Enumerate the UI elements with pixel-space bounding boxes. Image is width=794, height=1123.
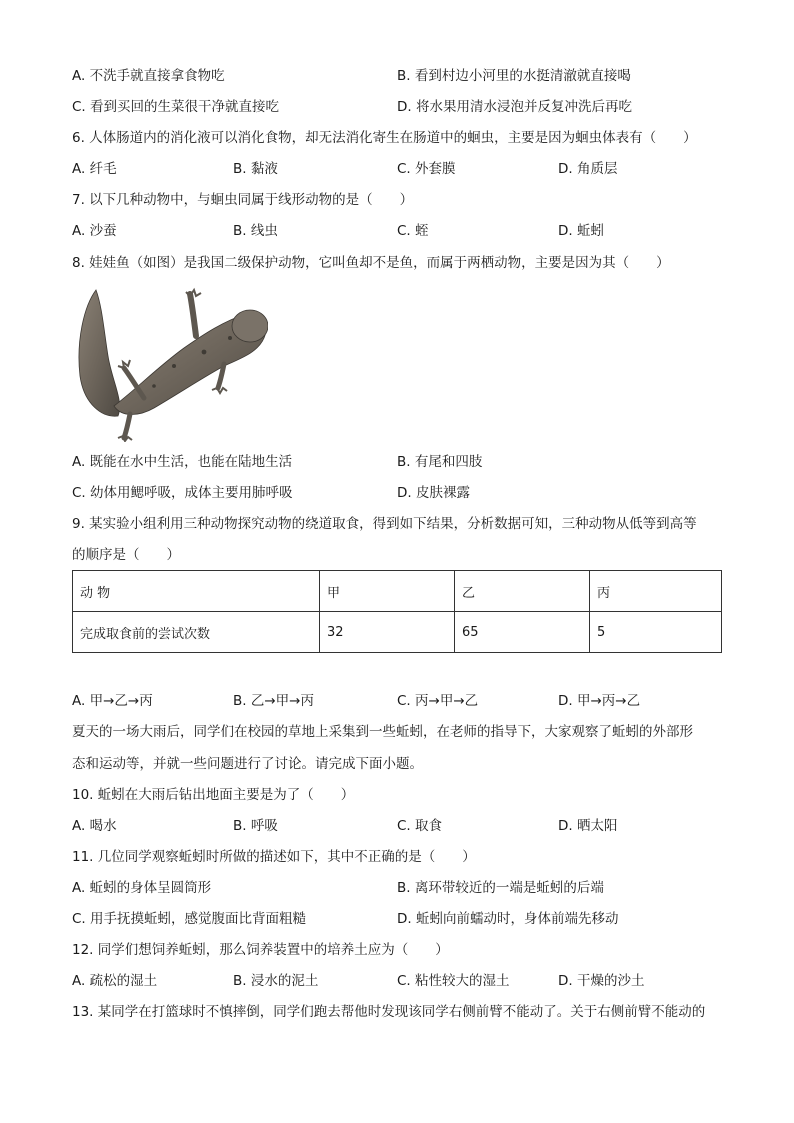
- q6-option-a: A. 纤毛: [72, 161, 117, 177]
- q8-option-a: A. 既能在水中生活，也能在陆地生活: [72, 454, 293, 470]
- q12-option-b: B. 浸水的泥土: [233, 973, 319, 989]
- q10-stem: 10. 蚯蚓在大雨后钻出地面主要是为了（ ）: [72, 787, 355, 803]
- q6-option-b: B. 黏液: [233, 161, 278, 177]
- q10-option-d: D. 晒太阳: [558, 818, 618, 834]
- q7-option-c: C. 蛭: [397, 223, 429, 239]
- q8-option-b: B. 有尾和四肢: [397, 454, 483, 470]
- q9-stem-line1: 9. 某实验小组利用三种动物探究动物的绕道取食，得到如下结果，分析数据可知，三种动物从低等到高等: [72, 516, 697, 532]
- q11-option-d: D. 蚯蚓向前蠕动时，身体前端先移动: [397, 911, 619, 927]
- q11-option-c: C. 用手抚摸蚯蚓，感觉腹面比背面粗糙: [72, 911, 307, 927]
- q6-stem: 6. 人体肠道内的消化液可以消化食物，却无法消化寄生在肠道中的蛔虫，主要是因为蛔虫体表有（ ）: [72, 130, 697, 146]
- q8-stem: 8. 娃娃鱼（如图）是我国二级保护动物，它叫鱼却不是鱼，而属于两栖动物，主要是因为其（ ）: [72, 255, 670, 271]
- q5-option-c: C. 看到买回的生菜很干净就直接吃: [72, 99, 280, 115]
- table-header-cell: 乙: [455, 571, 590, 612]
- table-header-cell: 甲: [320, 571, 455, 612]
- q7-option-d: D. 蚯蚓: [558, 223, 604, 239]
- q11-stem: 11. 几位同学观察蚯蚓时所做的描述如下，其中不正确的是（ ）: [72, 849, 476, 865]
- q12-option-d: D. 干燥的沙土: [558, 973, 645, 989]
- q12-option-c: C. 粘性较大的湿土: [397, 973, 510, 989]
- table-cell: 完成取食前的尝试次数: [73, 612, 320, 653]
- q10-option-b: B. 呼吸: [233, 818, 278, 834]
- q6-option-c: C. 外套膜: [397, 161, 456, 177]
- q6-option-d: D. 角质层: [558, 161, 618, 177]
- q13-stem: 13. 某同学在打篮球时不慎摔倒，同学们跑去帮他时发现该同学右侧前臂不能动了。关于右侧前臂不能动的: [72, 1004, 706, 1020]
- q9-option-a: A. 甲→乙→丙: [72, 693, 153, 709]
- q7-stem: 7. 以下几种动物中，与蛔虫同属于线形动物的是（ ）: [72, 192, 414, 208]
- table-cell: 65: [455, 612, 590, 653]
- table-cell: 5: [590, 612, 722, 653]
- q9-option-b: B. 乙→甲→丙: [233, 693, 314, 709]
- q10-option-a: A. 喝水: [72, 818, 117, 834]
- q7-option-b: B. 线虫: [233, 223, 278, 239]
- q5-option-a: A. 不洗手就直接拿食物吃: [72, 68, 225, 84]
- table-cell: 32: [320, 612, 455, 653]
- q11-option-b: B. 离环带较近的一端是蚯蚓的后端: [397, 880, 604, 896]
- q5-option-b: B. 看到村边小河里的水挺清澈就直接喝: [397, 68, 631, 84]
- table-row: [73, 612, 722, 653]
- q12-option-a: A. 疏松的湿土: [72, 973, 158, 989]
- table-header-cell: 丙: [590, 571, 722, 612]
- table-row: [73, 571, 722, 612]
- giant-salamander-image: [74, 286, 268, 442]
- q11-option-a: A. 蚯蚓的身体呈圆筒形: [72, 880, 212, 896]
- q12-stem: 12. 同学们想饲养蚯蚓，那么饲养装置中的培养土应为（ ）: [72, 942, 449, 958]
- q9-option-d: D. 甲→丙→乙: [558, 693, 641, 709]
- q8-option-c: C. 幼体用鳃呼吸，成体主要用肺呼吸: [72, 485, 293, 501]
- q8-option-d: D. 皮肤裸露: [397, 485, 470, 501]
- q10-option-c: C. 取食: [397, 818, 443, 834]
- table-header-cell: 动 物: [73, 571, 320, 612]
- q5-option-d: D. 将水果用清水浸泡并反复冲洗后再吃: [397, 99, 632, 115]
- passage-line1: 夏天的一场大雨后，同学们在校园的草地上采集到一些蚯蚓，在老师的指导下，大家观察了蚯蚓的外部形: [72, 724, 693, 740]
- q9-stem-line2: 的顺序是（ ）: [72, 547, 180, 563]
- q7-option-a: A. 沙蚕: [72, 223, 117, 239]
- passage-line2: 态和运动等，并就一些问题进行了讨论。请完成下面小题。: [72, 756, 423, 772]
- q9-option-c: C. 丙→甲→乙: [397, 693, 479, 709]
- q9-data-table: [72, 570, 722, 653]
